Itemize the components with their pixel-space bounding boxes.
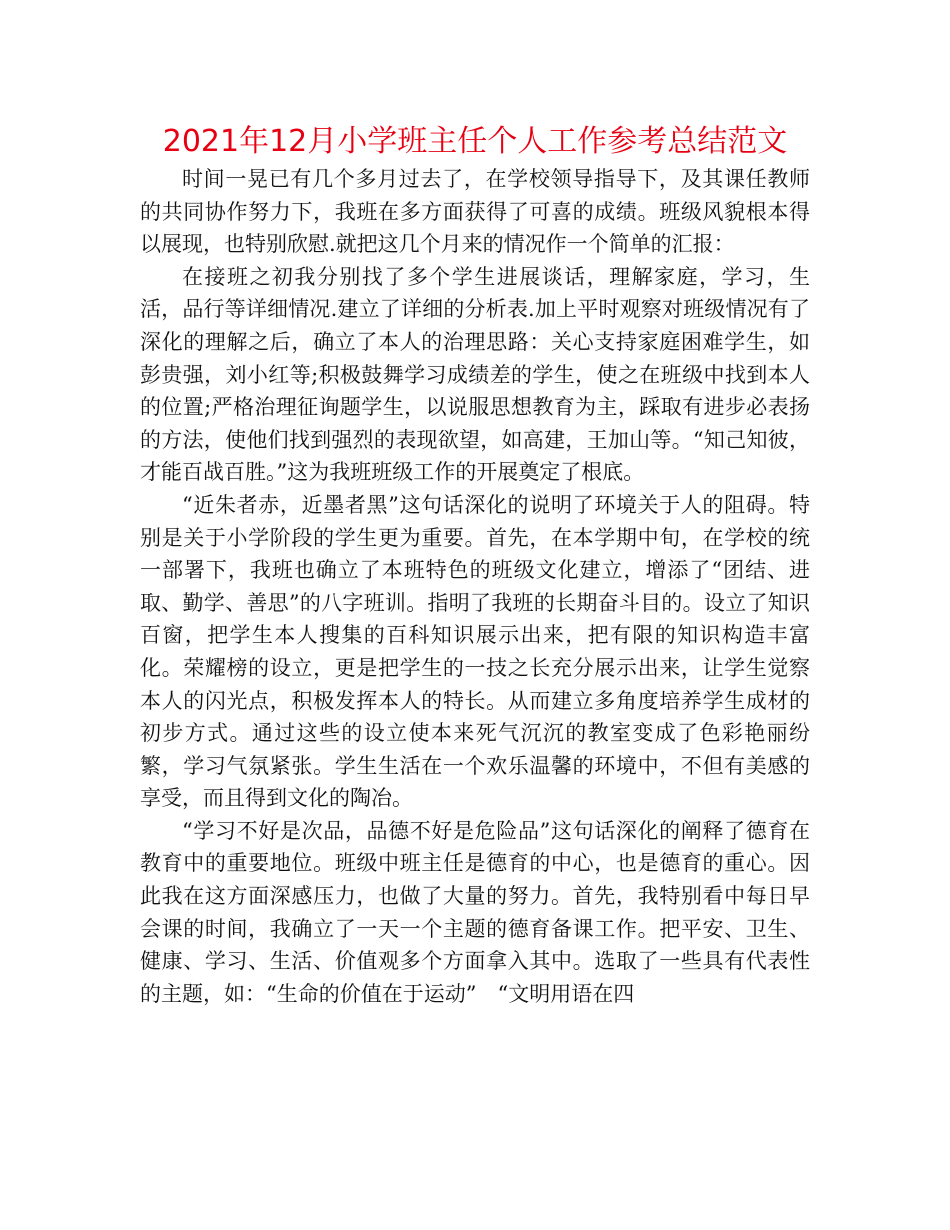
paragraph: “学习不好是次品，品德不好是危险品”这句话深化的阐释了德育在教育中的重要地位。班级中班主任是德育的中心，也是德育的重心。因此我在这方面深感压力，也做了大量的努力。首先，我特别看中每日早会课的时间，我确立了一天一个主题的德育备课工作。把平安、卫生、健康、学习、生活、价值观多个方面拿入其中。选取了一些具有代表性的主题，如：“生命的价值在于运动” “文明用语在四 [140, 818, 810, 1006]
paragraph: “近朱者赤，近墨者黑”这句话深化的说明了环境关于人的阻碍。特别是关于小学阶段的学生更为重要。首先，在本学期中旬，在学校的统一部署下，我班也确立了本班特色的班级文化建立，增添了“团结、进取、勤学、善思”的八字班训。指明了我班的长期奋斗目的。设立了知识百窗，把学生本人搜集的百科知识展示出来，把有限的知识构造丰富化。荣耀榜的设立，更是把学生的一技之长充分展示出来，让学生觉察本人的闪光点，积极发挥本人的特长。从而建立多角度培养学生成材的初步方式。通过这些的设立使本来死气沉沉的教室变成了色彩艳丽纷繁，学习气氛紧张。学生生活在一个欢乐温馨的环境中，不但有美感的享受，而且得到文化的陶冶。 [140, 492, 810, 811]
paragraph: 时间一晃已有几个多月过去了，在学校领导指导下，及其课任教师的共同协作努力下，我班在多方面获得了可喜的成绩。班级风貌根本得以展现，也特别欣慰.就把这几个月来的情况作一个简单的汇报： [140, 167, 810, 257]
document-body [140, 163, 810, 1010]
paragraph: 在接班之初我分别找了多个学生进展谈话，理解家庭，学习，生活，品行等详细情况.建立了详细的分析表.加上平时观察对班级情况有了深化的理解之后，确立了本人的治理思路：关心支持家庭困难学生，如彭贵强，刘小红等;积极鼓舞学习成绩差的学生，使之在班级中找到本人的位置;严格治理征询题学生，以说服思想教育为主，踩取有进步必表扬的方法，使他们找到强烈的表现欲望，如高建，王加山等。“知己知彼，才能百战百胜。”这为我班班级工作的开展奠定了根底。 [140, 264, 810, 485]
document-title: 2021年12月小学班主任个人工作参考总结范文 [162, 124, 788, 159]
